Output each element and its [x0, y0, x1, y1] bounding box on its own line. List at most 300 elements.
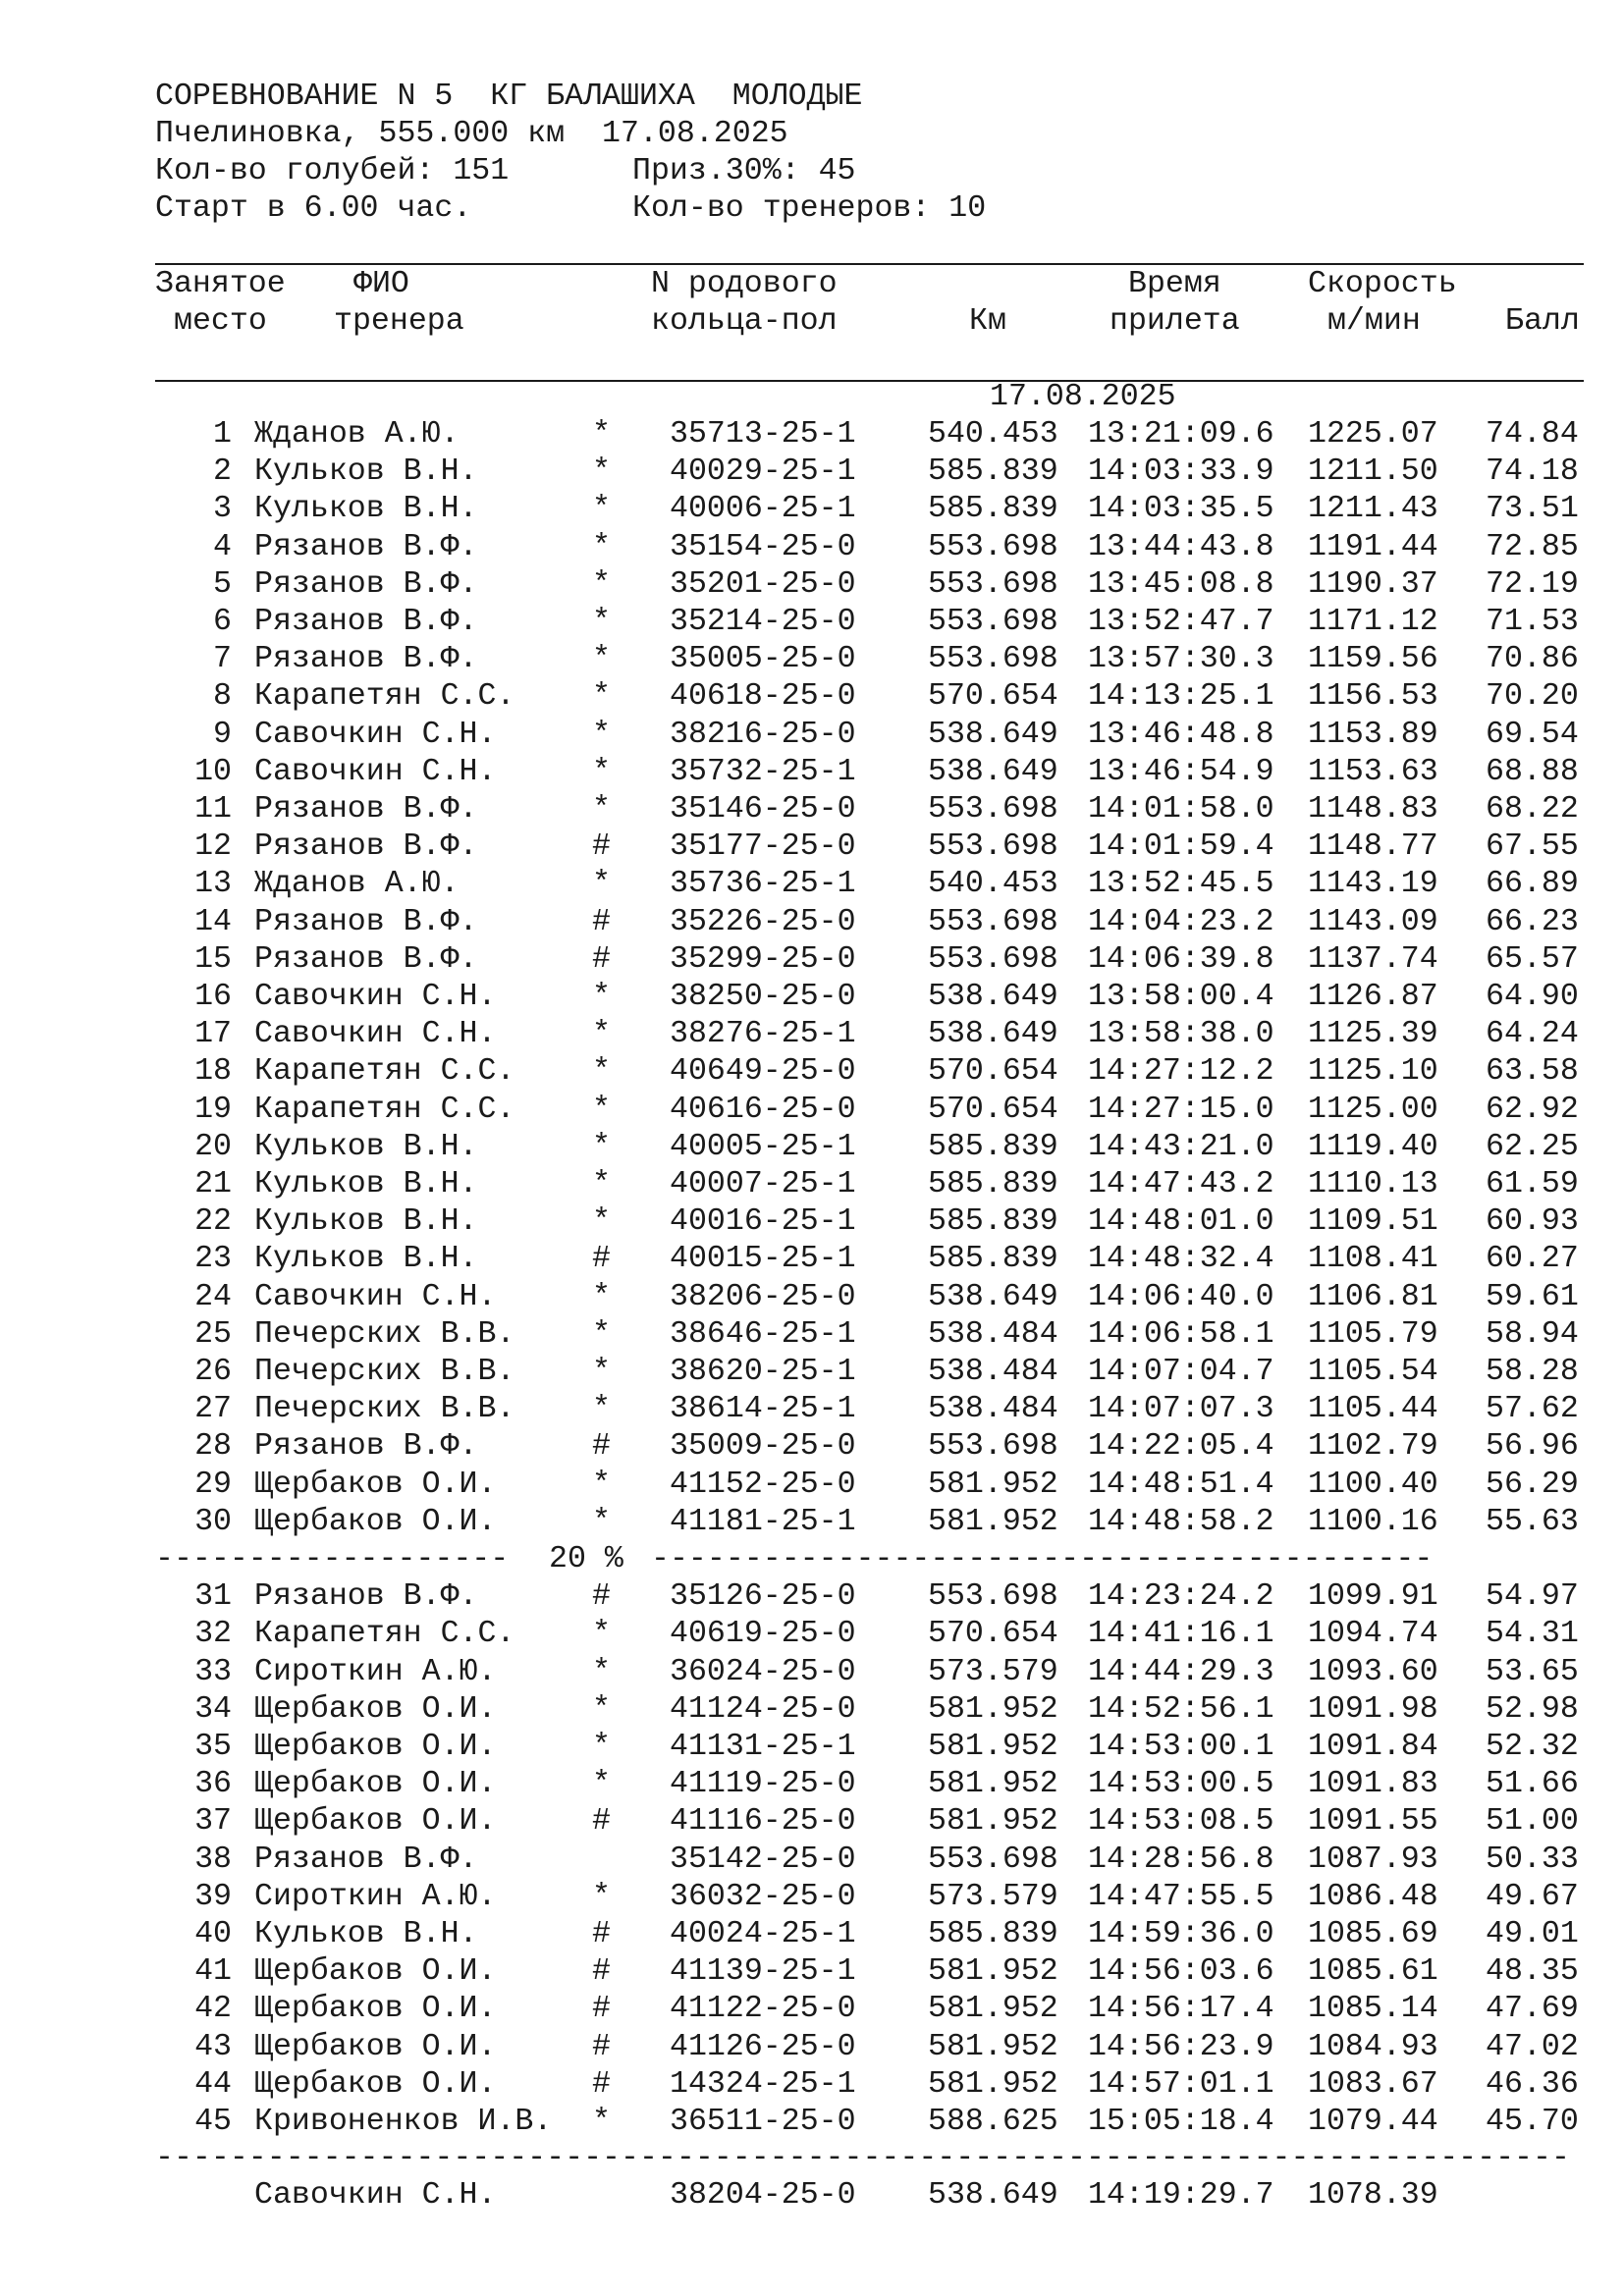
row-ring-number: 41152-25-0	[670, 1467, 856, 1502]
separator-dashes-right: ------------------------------------------	[651, 1542, 1434, 1576]
row-arrival-time: 13:58:00.4	[1088, 980, 1274, 1014]
row-trainer-name: Щербаков О.И.	[254, 2029, 497, 2064]
row-km: 581.952	[928, 1467, 1058, 1502]
row-trainer-name: Рязанов В.Ф.	[254, 566, 478, 602]
row-ring-number: 41126-25-0	[670, 2029, 856, 2064]
row-speed: 1125.39	[1308, 1017, 1438, 1052]
row-trainer-name: Кульков В.Н.	[254, 1204, 478, 1240]
row-speed: 1085.61	[1308, 1954, 1438, 1990]
row-trainer-name: Сироткин А.Ю.	[254, 1654, 497, 1689]
row-mark: #	[592, 1954, 611, 1990]
row-arrival-time: 14:43:21.0	[1088, 1129, 1274, 1164]
row-score: 48.35	[1486, 1954, 1579, 1990]
row-speed: 1153.63	[1308, 754, 1438, 789]
row-ring-number: 35226-25-0	[670, 904, 856, 939]
row-score: 47.69	[1486, 1992, 1579, 2027]
row-speed: 1148.77	[1308, 829, 1438, 865]
row-mark: *	[592, 1504, 611, 1539]
row-speed: 1125.00	[1308, 1092, 1438, 1127]
date-subheader: 17.08.2025	[990, 380, 1176, 414]
row-ring-number: 36024-25-0	[670, 1654, 856, 1689]
row-km: 553.698	[928, 941, 1058, 977]
row-mark: #	[592, 829, 611, 865]
row-arrival-time: 14:47:43.2	[1088, 1167, 1274, 1201]
row-km: 585.839	[928, 454, 1058, 490]
row-ring-number: 35299-25-0	[670, 941, 856, 977]
row-arrival-time: 14:41:16.1	[1088, 1617, 1274, 1652]
row-trainer-name: Щербаков О.И.	[254, 1954, 497, 1990]
row-speed: 1191.44	[1308, 529, 1438, 564]
row-speed: 1091.55	[1308, 1804, 1438, 1840]
row-km: 538.649	[928, 1279, 1058, 1314]
row-trainer-name: Кульков В.Н.	[254, 492, 478, 527]
row-score: 72.85	[1486, 529, 1579, 564]
row-km: 585.839	[928, 1917, 1058, 1951]
row-speed: 1190.37	[1308, 566, 1438, 602]
row-speed: 1109.51	[1308, 1204, 1438, 1240]
row-arrival-time: 13:46:54.9	[1088, 754, 1274, 789]
row-ring-number: 35154-25-0	[670, 529, 856, 564]
row-speed: 1105.44	[1308, 1392, 1438, 1427]
row-place: 10	[194, 754, 232, 789]
row-trainer-name: Щербаков О.И.	[254, 1504, 497, 1539]
row-mark: *	[592, 1129, 611, 1164]
row-trainer-name: Рязанов В.Ф.	[254, 605, 478, 639]
row-ring-number: 41139-25-1	[670, 1954, 856, 1990]
row-score: 51.00	[1486, 1804, 1579, 1840]
row-mark: *	[592, 1617, 611, 1652]
col-place-line2: место	[174, 304, 267, 339]
row-mark: *	[592, 1092, 611, 1127]
row-place: 43	[194, 2029, 232, 2064]
col-ring-line2: кольца-пол	[651, 304, 838, 339]
row-trainer-name: Рязанов В.Ф.	[254, 829, 478, 865]
row-trainer-name: Рязанов В.Ф.	[254, 1842, 478, 1877]
row-ring-number: 40007-25-1	[670, 1167, 856, 1201]
row-arrival-time: 14:47:55.5	[1088, 1879, 1274, 1914]
row-km: 553.698	[928, 529, 1058, 564]
row-km: 553.698	[928, 1842, 1058, 1877]
row-arrival-time: 14:04:23.2	[1088, 904, 1274, 939]
row-mark: *	[592, 605, 611, 639]
row-place: 13	[194, 867, 232, 902]
row-place: 31	[194, 1579, 232, 1615]
row-score: 46.36	[1486, 2066, 1579, 2102]
row-km: 538.649	[928, 1017, 1058, 1052]
row-score: 68.88	[1486, 754, 1579, 789]
row-speed: 1085.69	[1308, 1917, 1438, 1951]
row-arrival-time: 13:45:08.8	[1088, 566, 1274, 602]
row-arrival-time: 13:52:47.7	[1088, 605, 1274, 639]
row-ring-number: 35713-25-1	[670, 417, 856, 452]
row-ring-number: 40619-25-0	[670, 1617, 856, 1652]
row-score: 56.29	[1486, 1467, 1579, 1502]
col-time-line1: Время	[1128, 267, 1221, 301]
row-km: 585.839	[928, 1129, 1058, 1164]
row-place: 22	[194, 1204, 232, 1240]
row-speed: 1148.83	[1308, 792, 1438, 827]
row-mark: *	[592, 1767, 611, 1802]
row-place: 3	[213, 492, 232, 527]
row-place: 4	[213, 529, 232, 564]
row-arrival-time: 14:27:12.2	[1088, 1054, 1274, 1090]
row-place: 36	[194, 1767, 232, 1802]
row-mark: *	[592, 1691, 611, 1727]
col-time-line2: прилета	[1110, 304, 1240, 339]
row-place: 1	[213, 417, 232, 452]
row-trainer-name: Кульков В.Н.	[254, 1167, 478, 1201]
row-mark: *	[592, 980, 611, 1014]
separator-dashes-left: -------------------	[155, 1542, 510, 1576]
row-arrival-time: 14:06:39.8	[1088, 941, 1274, 977]
row-trainer-name: Жданов А.Ю.	[254, 867, 460, 902]
row-place: 11	[194, 792, 232, 827]
row-score: 69.54	[1486, 717, 1579, 752]
row-speed: 1143.09	[1308, 904, 1438, 939]
row-km: 553.698	[928, 642, 1058, 677]
row-trainer-name: Печерских В.В.	[254, 1392, 515, 1427]
row-ring-number: 35177-25-0	[670, 829, 856, 865]
row-place: 14	[194, 904, 232, 939]
col-fio-line2: тренера	[334, 304, 464, 339]
row-mark: #	[592, 904, 611, 939]
row-ring-number: 35736-25-1	[670, 867, 856, 902]
row-score: 66.23	[1486, 904, 1579, 939]
row-trainer-name: Савочкин С.Н.	[254, 717, 497, 752]
col-fio-line1: ФИО	[353, 267, 409, 301]
row-km: 573.579	[928, 1879, 1058, 1914]
row-ring-number: 40015-25-1	[670, 1242, 856, 1277]
row-score: 52.98	[1486, 1691, 1579, 1727]
row-speed: 1079.44	[1308, 2105, 1438, 2139]
row-ring-number: 38216-25-0	[670, 717, 856, 752]
row-trainer-name: Карапетян С.С.	[254, 1092, 515, 1127]
row-speed: 1156.53	[1308, 679, 1438, 715]
row-mark: *	[592, 1316, 611, 1352]
row-score: 70.20	[1486, 679, 1579, 715]
row-speed: 1106.81	[1308, 1279, 1438, 1314]
row-place: 29	[194, 1467, 232, 1502]
row-trainer-name: Щербаков О.И.	[254, 1992, 497, 2027]
row-km: 553.698	[928, 605, 1058, 639]
row-speed: 1108.41	[1308, 1242, 1438, 1277]
row-arrival-time: 14:48:51.4	[1088, 1467, 1274, 1502]
row-score: 54.97	[1486, 1579, 1579, 1615]
row-score: 73.51	[1486, 492, 1579, 527]
row-trainer-name: Жданов А.Ю.	[254, 417, 460, 452]
row-arrival-time: 14:28:56.8	[1088, 1842, 1274, 1877]
row-score: 64.90	[1486, 980, 1579, 1014]
row-speed: 1094.74	[1308, 1617, 1438, 1652]
row-arrival-time: 14:13:25.1	[1088, 679, 1274, 715]
row-arrival-time: 14:22:05.4	[1088, 1429, 1274, 1465]
row-score: 51.66	[1486, 1767, 1579, 1802]
row-speed: 1171.12	[1308, 605, 1438, 639]
row-place: 7	[213, 642, 232, 677]
row-place: 30	[194, 1504, 232, 1539]
row-place: 28	[194, 1429, 232, 1465]
row-score: 60.93	[1486, 1204, 1579, 1240]
row-trainer-name: Печерских В.В.	[254, 1355, 515, 1389]
row-mark: #	[592, 1429, 611, 1465]
col-speed-line2: м/мин	[1327, 304, 1421, 339]
row-km: 581.952	[928, 1691, 1058, 1727]
row-trainer-name: Рязанов В.Ф.	[254, 792, 478, 827]
row-km: 538.484	[928, 1355, 1058, 1389]
row-km: 540.453	[928, 417, 1058, 452]
row-ring-number: 35009-25-0	[670, 1429, 856, 1465]
row-speed: 1126.87	[1308, 980, 1438, 1014]
row-speed: 1091.84	[1308, 1730, 1438, 1764]
row-score: 54.31	[1486, 1617, 1579, 1652]
header-top-rule	[155, 263, 1584, 265]
row-place: 45	[194, 2105, 232, 2139]
row-score: 70.86	[1486, 642, 1579, 677]
row-mark: *	[592, 566, 611, 602]
row-place: 24	[194, 1279, 232, 1314]
row-trainer-name: Печерских В.В.	[254, 1316, 515, 1352]
row-score: 59.61	[1486, 1279, 1579, 1314]
pigeon-count: Кол-во голубей: 151	[155, 154, 510, 188]
row-ring-number: 41124-25-0	[670, 1691, 856, 1727]
row-score: 58.94	[1486, 1316, 1579, 1352]
row-score: 52.32	[1486, 1730, 1579, 1764]
row-km: 553.698	[928, 829, 1058, 865]
row-arrival-time: 14:53:00.1	[1088, 1730, 1274, 1764]
row-km: 538.649	[928, 717, 1058, 752]
row-ring-number: 38276-25-1	[670, 1017, 856, 1052]
row-trainer-name: Щербаков О.И.	[254, 1767, 497, 1802]
row-speed: 1211.43	[1308, 492, 1438, 527]
row-arrival-time: 13:21:09.6	[1088, 417, 1274, 452]
row-arrival-time: 14:48:01.0	[1088, 1204, 1274, 1240]
row-km: 581.952	[928, 1504, 1058, 1539]
row-place: 17	[194, 1017, 232, 1052]
row-score: 58.28	[1486, 1355, 1579, 1389]
row-mark: *	[592, 1204, 611, 1240]
row-arrival-time: 14:56:17.4	[1088, 1992, 1274, 2027]
row-ring-number: 40649-25-0	[670, 1054, 856, 1090]
row-trainer-name: Кульков В.Н.	[254, 1242, 478, 1277]
row-score: 72.19	[1486, 566, 1579, 602]
row-score: 74.84	[1486, 417, 1579, 452]
row-place: 16	[194, 980, 232, 1014]
col-speed-line1: Скорость	[1308, 267, 1457, 301]
row-arrival-time: 14:56:03.6	[1088, 1954, 1274, 1990]
row-place: 19	[194, 1092, 232, 1127]
row-mark: #	[592, 2066, 611, 2102]
trainer-count: Кол-во тренеров: 10	[632, 191, 987, 226]
row-ring-number: 38614-25-1	[670, 1392, 856, 1427]
row-speed: 1083.67	[1308, 2066, 1438, 2102]
row-place: 41	[194, 1954, 232, 1990]
footer-name: Савочкин С.Н.	[254, 2178, 497, 2213]
row-arrival-time: 14:53:00.5	[1088, 1767, 1274, 1802]
row-score: 65.57	[1486, 941, 1579, 977]
footer-km: 538.649	[928, 2178, 1058, 2213]
row-speed: 1143.19	[1308, 867, 1438, 902]
row-km: 570.654	[928, 1054, 1058, 1090]
row-trainer-name: Рязанов В.Ф.	[254, 904, 478, 939]
row-place: 25	[194, 1316, 232, 1352]
row-mark: *	[592, 492, 611, 527]
col-score: Балл	[1505, 304, 1580, 339]
row-trainer-name: Кульков В.Н.	[254, 454, 478, 490]
footer-ring: 38204-25-0	[670, 2178, 856, 2213]
row-ring-number: 38646-25-1	[670, 1316, 856, 1352]
row-km: 581.952	[928, 1767, 1058, 1802]
row-mark: *	[592, 754, 611, 789]
row-score: 53.65	[1486, 1654, 1579, 1689]
row-arrival-time: 13:46:48.8	[1088, 717, 1274, 752]
row-ring-number: 38206-25-0	[670, 1279, 856, 1314]
row-arrival-time: 13:52:45.5	[1088, 867, 1274, 902]
row-km: 585.839	[928, 1242, 1058, 1277]
start-time: Старт в 6.00 час.	[155, 191, 472, 226]
row-km: 540.453	[928, 867, 1058, 902]
row-arrival-time: 14:53:08.5	[1088, 1804, 1274, 1840]
row-score: 71.53	[1486, 605, 1579, 639]
row-ring-number: 41131-25-1	[670, 1730, 856, 1764]
footer-time: 14:19:29.7	[1088, 2178, 1274, 2213]
row-place: 32	[194, 1617, 232, 1652]
row-place: 40	[194, 1917, 232, 1951]
row-arrival-time: 14:03:35.5	[1088, 492, 1274, 527]
row-arrival-time: 14:44:29.3	[1088, 1654, 1274, 1689]
row-km: 581.952	[928, 1954, 1058, 1990]
row-ring-number: 35142-25-0	[670, 1842, 856, 1877]
row-speed: 1086.48	[1308, 1879, 1438, 1914]
row-trainer-name: Кульков В.Н.	[254, 1917, 478, 1951]
row-place: 34	[194, 1691, 232, 1727]
row-mark: *	[592, 1279, 611, 1314]
row-ring-number: 40616-25-0	[670, 1092, 856, 1127]
row-place: 12	[194, 829, 232, 865]
row-speed: 1153.89	[1308, 717, 1438, 752]
row-arrival-time: 14:59:36.0	[1088, 1917, 1274, 1951]
col-km: Км	[969, 304, 1006, 339]
row-km: 573.579	[928, 1654, 1058, 1689]
row-speed: 1100.16	[1308, 1504, 1438, 1539]
row-ring-number: 40024-25-1	[670, 1917, 856, 1951]
row-ring-number: 41119-25-0	[670, 1767, 856, 1802]
row-score: 49.01	[1486, 1917, 1579, 1951]
row-arrival-time: 14:03:33.9	[1088, 454, 1274, 490]
row-km: 538.649	[928, 754, 1058, 789]
row-speed: 1099.91	[1308, 1579, 1438, 1615]
row-speed: 1125.10	[1308, 1054, 1438, 1090]
row-ring-number: 35146-25-0	[670, 792, 856, 827]
row-place: 15	[194, 941, 232, 977]
row-trainer-name: Щербаков О.И.	[254, 2066, 497, 2102]
row-km: 581.952	[928, 2066, 1058, 2102]
row-trainer-name: Сироткин А.Ю.	[254, 1879, 497, 1914]
row-trainer-name: Рязанов В.Ф.	[254, 529, 478, 564]
row-mark: *	[592, 867, 611, 902]
row-place: 9	[213, 717, 232, 752]
row-ring-number: 36032-25-0	[670, 1879, 856, 1914]
row-score: 67.55	[1486, 829, 1579, 865]
row-place: 18	[194, 1054, 232, 1090]
row-place: 38	[194, 1842, 232, 1877]
row-ring-number: 35732-25-1	[670, 754, 856, 789]
row-arrival-time: 13:44:43.8	[1088, 529, 1274, 564]
row-km: 570.654	[928, 1617, 1058, 1652]
row-place: 5	[213, 566, 232, 602]
row-score: 62.25	[1486, 1129, 1579, 1164]
row-ring-number: 36511-25-0	[670, 2105, 856, 2139]
row-score: 60.27	[1486, 1242, 1579, 1277]
row-place: 20	[194, 1129, 232, 1164]
row-ring-number: 35126-25-0	[670, 1579, 856, 1615]
row-mark: *	[592, 529, 611, 564]
row-speed: 1085.14	[1308, 1992, 1438, 2027]
row-trainer-name: Щербаков О.И.	[254, 1804, 497, 1840]
row-mark: *	[592, 454, 611, 490]
row-score: 45.70	[1486, 2105, 1579, 2139]
row-score: 47.02	[1486, 2029, 1579, 2064]
row-km: 570.654	[928, 679, 1058, 715]
row-trainer-name: Карапетян С.С.	[254, 1054, 515, 1090]
row-speed: 1211.50	[1308, 454, 1438, 490]
prize-count: Приз.30%: 45	[632, 154, 856, 188]
row-place: 33	[194, 1654, 232, 1689]
row-ring-number: 40006-25-1	[670, 492, 856, 527]
row-trainer-name: Кривоненков И.В.	[254, 2105, 553, 2139]
row-arrival-time: 14:48:58.2	[1088, 1504, 1274, 1539]
row-km: 538.484	[928, 1316, 1058, 1352]
row-ring-number: 35214-25-0	[670, 605, 856, 639]
row-km: 581.952	[928, 1992, 1058, 2027]
row-ring-number: 41181-25-1	[670, 1504, 856, 1539]
row-km: 553.698	[928, 1429, 1058, 1465]
row-trainer-name: Рязанов В.Ф.	[254, 1429, 478, 1465]
row-speed: 1159.56	[1308, 642, 1438, 677]
row-arrival-time: 14:56:23.9	[1088, 2029, 1274, 2064]
row-mark: *	[592, 792, 611, 827]
row-score: 61.59	[1486, 1167, 1579, 1201]
col-ring-line1: N родового	[651, 267, 838, 301]
row-km: 553.698	[928, 792, 1058, 827]
row-place: 44	[194, 2066, 232, 2102]
row-mark: *	[592, 1054, 611, 1090]
row-speed: 1093.60	[1308, 1654, 1438, 1689]
bottom-dashed-rule: ----------------------------------------------------------------------------	[155, 2141, 1570, 2175]
row-ring-number: 35005-25-0	[670, 642, 856, 677]
row-ring-number: 40618-25-0	[670, 679, 856, 715]
row-arrival-time: 14:07:07.3	[1088, 1392, 1274, 1427]
row-ring-number: 41122-25-0	[670, 1992, 856, 2027]
row-mark: *	[592, 679, 611, 715]
row-score: 64.24	[1486, 1017, 1579, 1052]
row-trainer-name: Рязанов В.Ф.	[254, 642, 478, 677]
row-km: 588.625	[928, 2105, 1058, 2139]
row-trainer-name: Савочкин С.Н.	[254, 980, 497, 1014]
row-arrival-time: 14:48:32.4	[1088, 1242, 1274, 1277]
row-score: 50.33	[1486, 1842, 1579, 1877]
row-arrival-time: 14:52:56.1	[1088, 1691, 1274, 1727]
row-place: 21	[194, 1167, 232, 1201]
row-km: 538.649	[928, 980, 1058, 1014]
row-speed: 1225.07	[1308, 417, 1438, 452]
competition-title: СОРЕВНОВАНИЕ N 5 КГ БАЛАШИХА МОЛОДЫЕ	[155, 80, 863, 114]
row-mark: *	[592, 417, 611, 452]
row-speed: 1102.79	[1308, 1429, 1438, 1465]
row-place: 39	[194, 1879, 232, 1914]
row-mark: *	[592, 1879, 611, 1914]
row-place: 42	[194, 1992, 232, 2027]
row-trainer-name: Щербаков О.И.	[254, 1691, 497, 1727]
